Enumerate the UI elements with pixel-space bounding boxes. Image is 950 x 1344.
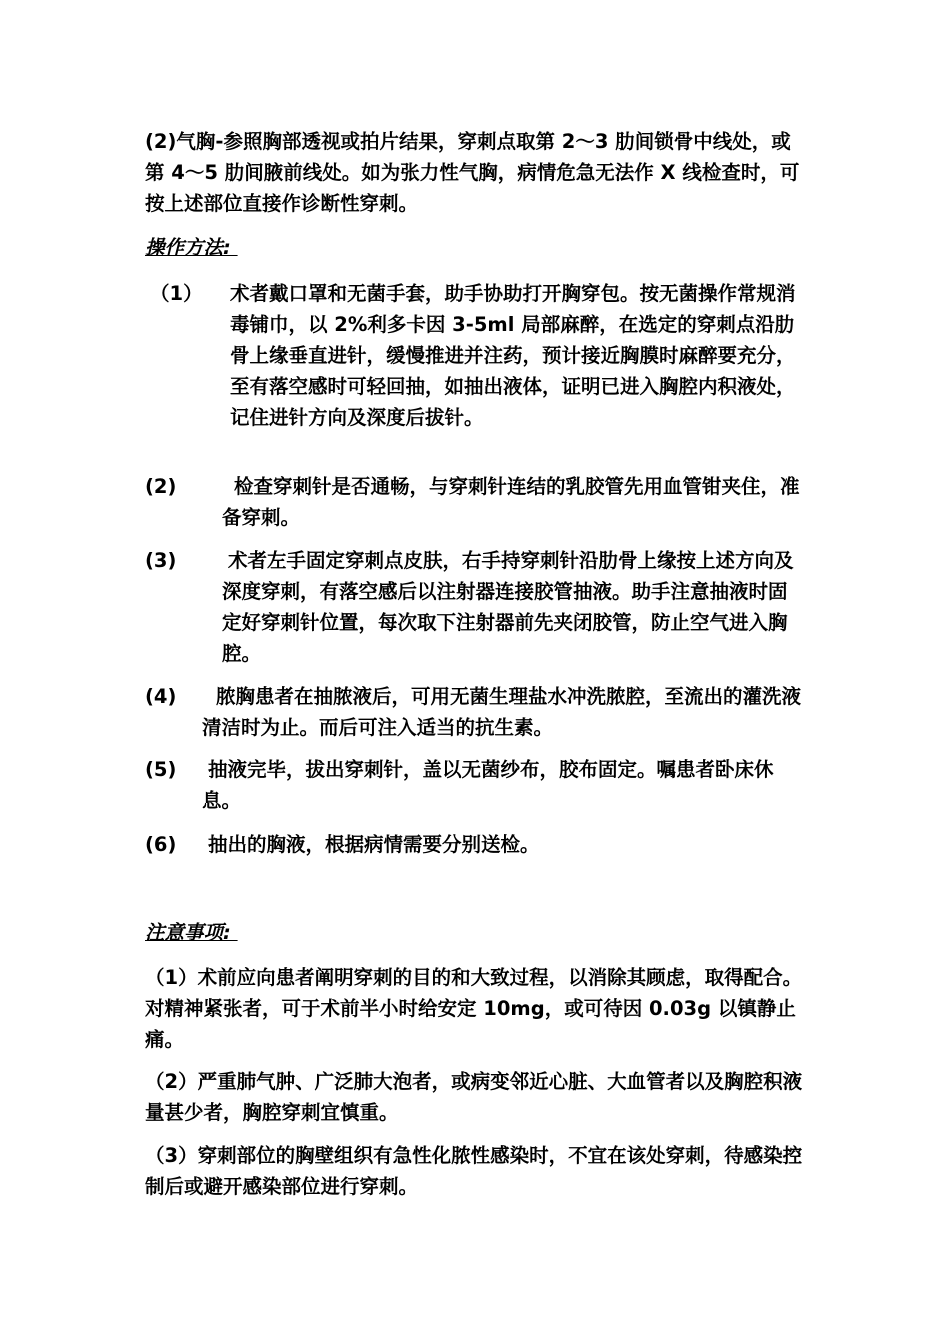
- step-3-text: 术者左手固定穿刺点皮肤，右手持穿刺针沿肋骨上缘按上述方向及深度穿刺，有落空感后以注射器连接胶管抽液。助手注意抽液时固定好穿刺针位置，每次取下注射器前先夹闭胶管，防止空气进入胸腔。: [222, 549, 794, 665]
- step-4-number: (4): [145, 685, 177, 708]
- step-1-text: 术者戴口罩和无菌手套，助手协助打开胸穿包。按无菌操作常规消毒铺巾，以 2%利多卡因 3-5ml 局部麻醉，在选定的穿刺点沿肋骨上缘垂直进针，缓慢推进并注药，预计接近胸膜时麻醉要充分，至有落空感时可轻回抽，如抽出液体，证明已进入胸腔内积液处，记住进针方向及深度后拔针。: [230, 282, 796, 429]
- step-6-number: (6): [145, 833, 177, 856]
- step-2-number: (2): [145, 475, 177, 498]
- note-3: （3）穿刺部位的胸壁组织有急性化脓性感染时，不宜在该处穿刺，待感染控制后或避开感染部位进行穿刺。: [145, 1144, 803, 1198]
- step-5-number: (5): [145, 758, 177, 781]
- note-1: （1）术前应向患者阐明穿刺的目的和大致过程，以消除其顾虑，取得配合。对精神紧张者，可于术前半小时给安定 10mg，或可待因 0.03g 以镇静止痛。: [145, 966, 803, 1051]
- pneumothorax-paragraph: (2)气胸-参照胸部透视或拍片结果，穿刺点取第 2～3 肋间锁骨中线处，或第 4～5 肋间腋前线处。如为张力性气胸，病情危急无法作 X 线检查时，可按上述部位直接作诊断性穿刺。: [145, 130, 800, 215]
- step-2-text: 检查穿刺针是否通畅，与穿刺针连结的乳胶管先用血管钳夹住，准备穿刺。: [222, 475, 800, 529]
- step-6-text: 抽出的胸液，根据病情需要分别送检。: [208, 833, 540, 856]
- step-3-number: (3): [145, 549, 177, 572]
- note-2: （2）严重肺气肿、广泛肺大泡者，或病变邻近心脏、大血管者以及胸腔积液量甚少者，胸腔穿刺宜慎重。: [145, 1070, 803, 1124]
- notes-heading: 注意事项:: [145, 921, 238, 944]
- step-1-number: （1）: [150, 282, 203, 305]
- procedure-heading: 操作方法:: [145, 236, 238, 259]
- step-5-text: 抽液完毕，拔出穿刺针，盖以无菌纱布，胶布固定。嘱患者卧床休息。: [202, 758, 774, 812]
- step-4-text: 脓胸患者在抽脓液后，可用无菌生理盐水冲洗脓腔，至流出的灌洗液清洁时为止。而后可注入适当的抗生素。: [202, 685, 802, 739]
